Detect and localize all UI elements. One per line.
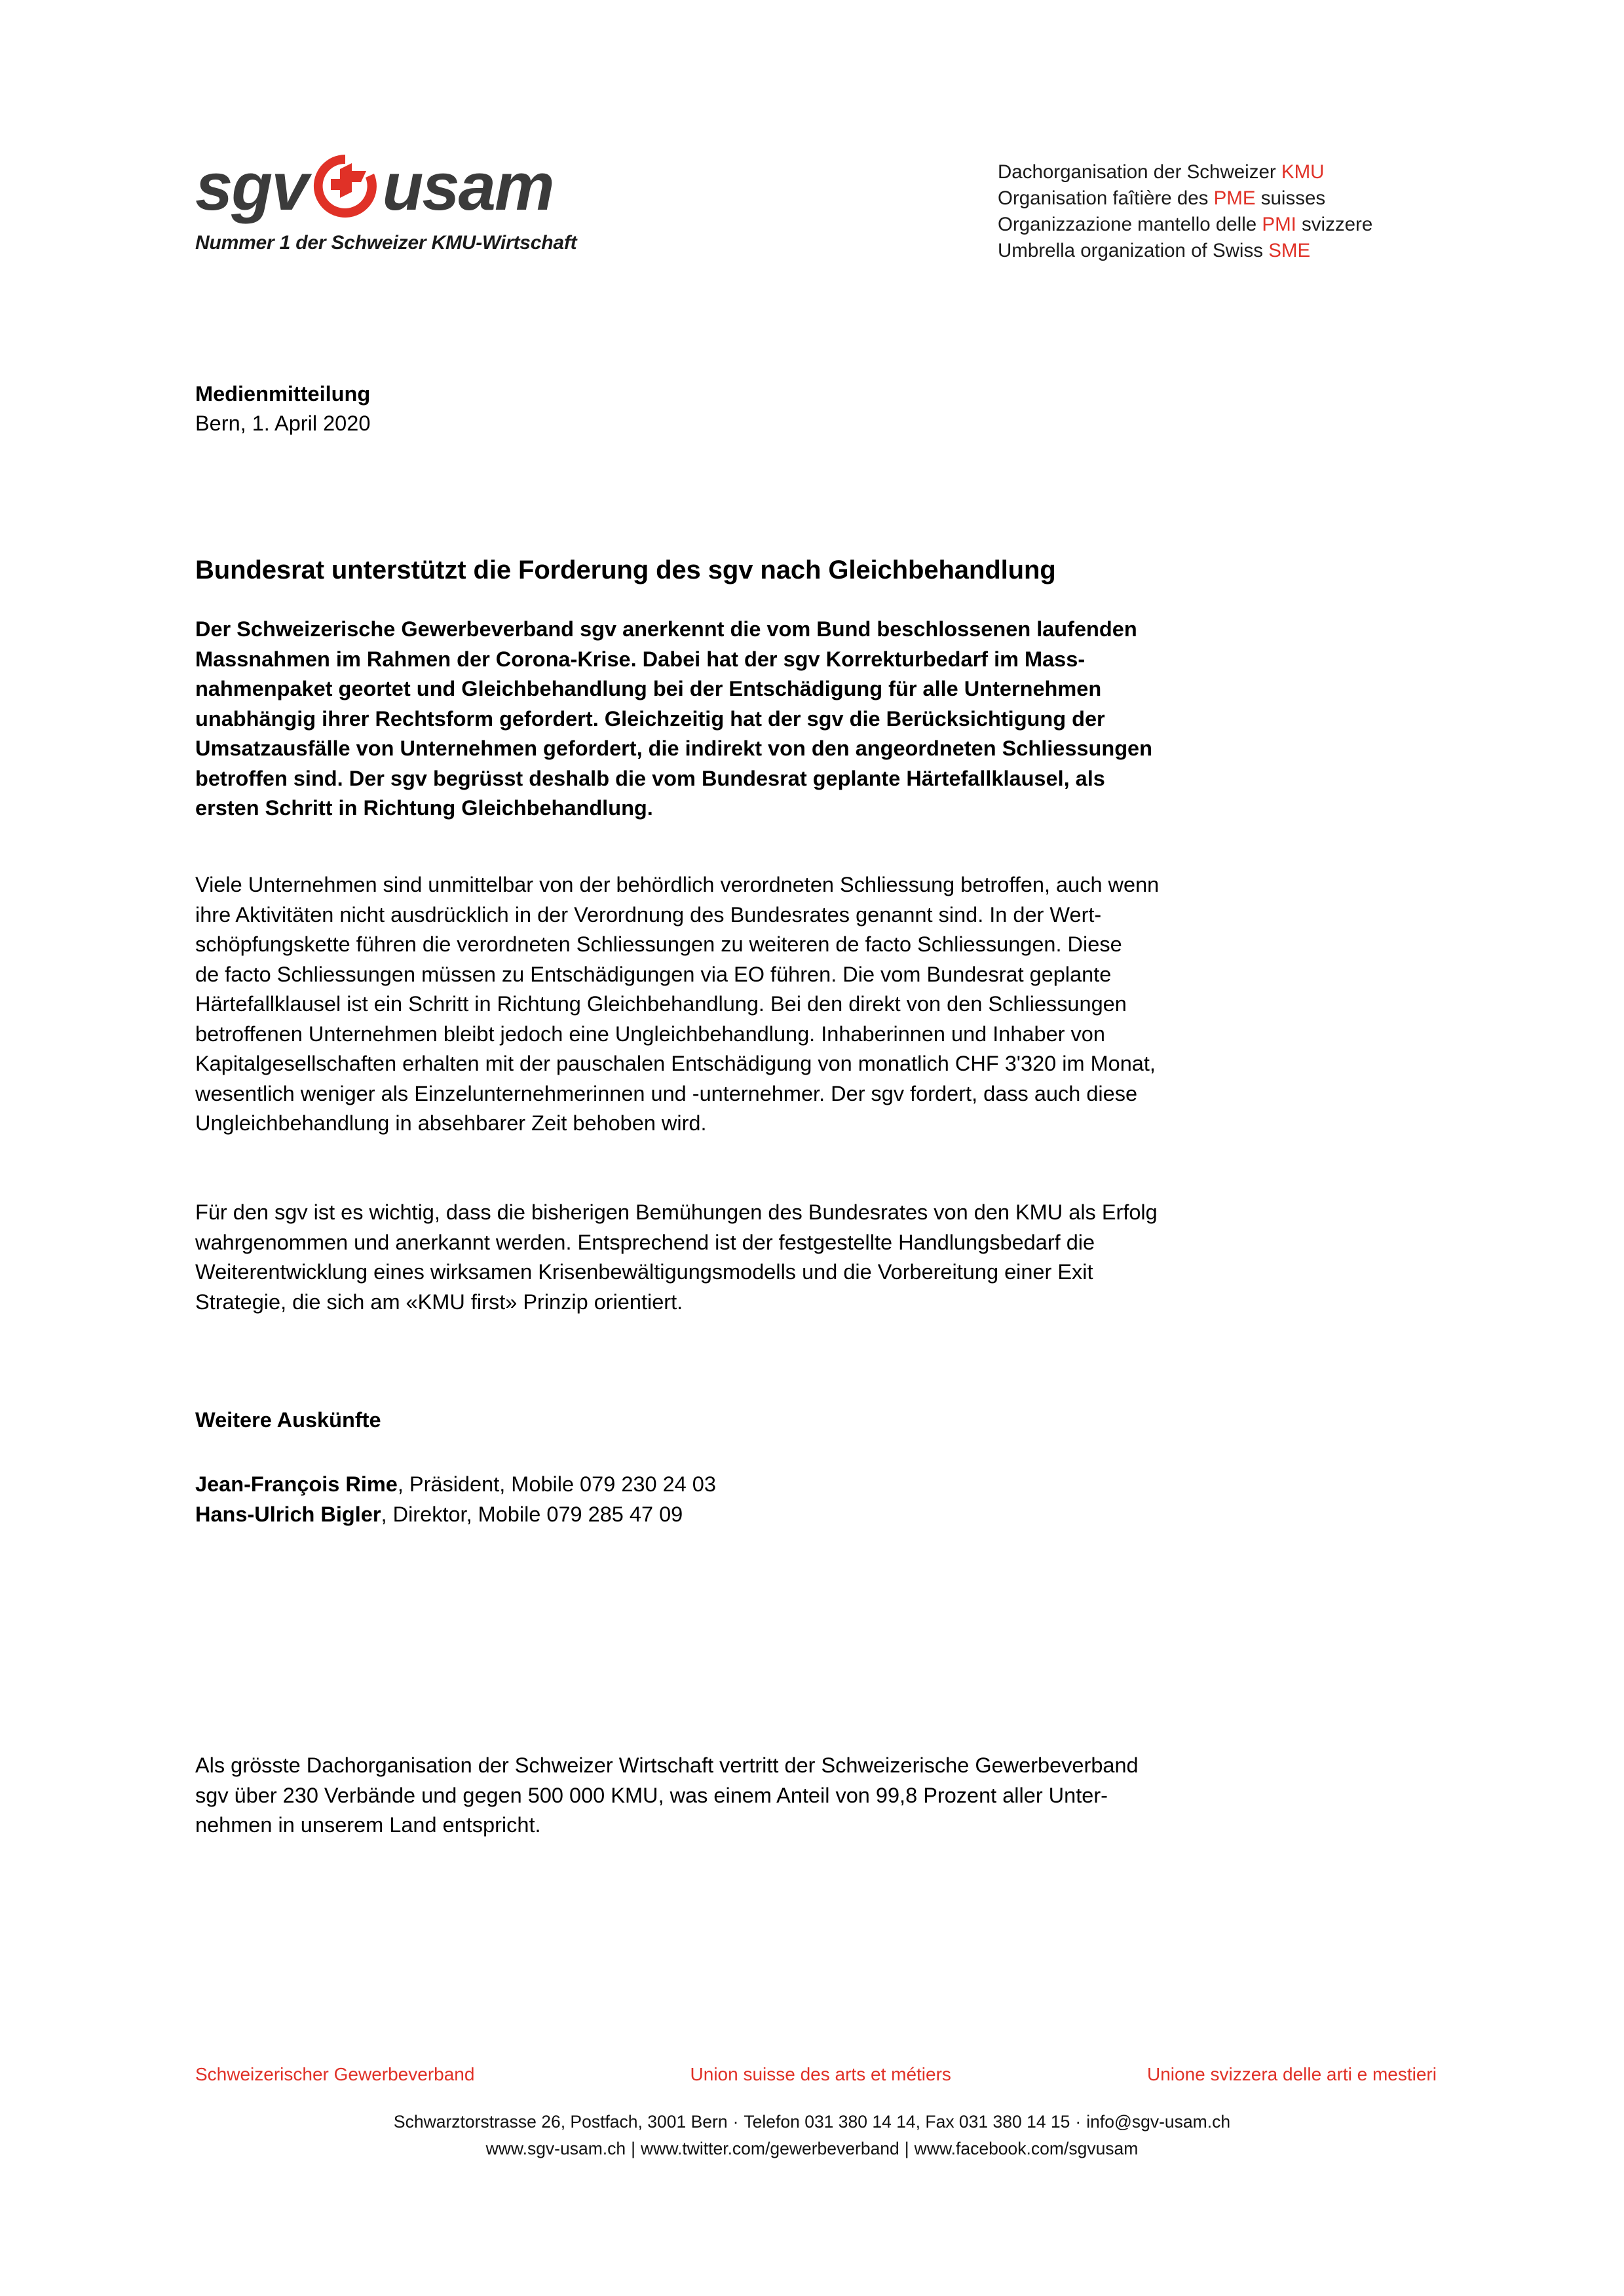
lead-paragraph [195, 615, 1440, 824]
lead-line: unabhängig ihrer Rechtsform gefordert. Gleichzeitig hat der sgv die Berücksichtigung der [195, 706, 1105, 731]
paragraph-line: Für den sgv ist es wichtig, dass die bisherigen Bemühungen des Bundesrates von den KMU als Erfolg [195, 1200, 1158, 1224]
contact-row [195, 1500, 716, 1530]
paragraph-line: Weiterentwicklung eines wirksamen Krisenbewältigungsmodells und die Vorbereitung einer Exit [195, 1260, 1093, 1284]
header-language-list [998, 159, 1372, 264]
footer-facebook-link[interactable]: www.facebook.com/sgvusam [914, 2139, 1139, 2158]
footer-separator: · [1075, 2112, 1082, 2132]
footer-org-fr: Union suisse des arts et métiers [690, 2064, 951, 2084]
header-accent-pme: PME [1213, 187, 1256, 209]
sgv-usam-logo [195, 149, 601, 254]
contacts-heading: Weitere Auskünfte [195, 1408, 381, 1432]
organization-boilerplate [195, 1751, 1443, 1841]
paragraph-line: Strategie, die sich am «KMU first» Prinzip orientiert. [195, 1290, 683, 1314]
footer-website-link[interactable]: www.sgv-usam.ch [485, 2139, 626, 2158]
contact-name: Hans-Ulrich Bigler [195, 1502, 381, 1526]
paragraph-line: wesentlich weniger als Einzelunternehmerinnen und -unternehmer. Der sgv fordert, dass auch diese [195, 1081, 1138, 1105]
footer-separator: · [732, 2112, 739, 2132]
paragraph-line: ihre Aktivitäten nicht ausdrücklich in der Verordnung des Bundesrates genannt sind. In der Wert- [195, 902, 1102, 927]
boilerplate-line: nehmen in unserem Land entspricht. [195, 1813, 541, 1837]
document-type-label: Medienmitteilung [195, 382, 371, 406]
header-language-de: Dachorganisation der Schweizer KMU [998, 161, 1325, 183]
logo-tagline: Nummer 1 der Schweizer KMU-Wirtschaft [195, 232, 577, 254]
footer-organization-names [195, 2064, 1437, 2085]
lead-line: nahmenpaket geortet und Gleichbehandlung bei der Entschädigung für alle Unternehmen [195, 677, 1102, 700]
header-accent-pmi: PMI [1262, 214, 1296, 235]
boilerplate-line: sgv über 230 Verbände und gegen 500 000 KMU, was einem Anteil von 99,8 Prozent aller Unter- [195, 1783, 1108, 1807]
footer-pipe: | [631, 2139, 636, 2158]
lead-line: Massnahmen im Rahmen der Corona-Krise. Dabei hat der sgv Korrekturbedarf im Mass- [195, 647, 1086, 671]
header-language-en: Umbrella organization of Swiss SME [998, 240, 1311, 261]
boilerplate-line: Als grösste Dachorganisation der Schweizer Wirtschaft vertritt der Schweizerische Gewerbeverband [195, 1753, 1139, 1777]
contact-details: , Präsident, Mobile 079 230 24 03 [397, 1472, 716, 1496]
lead-line: Umsatzausfälle von Unternehmen gefordert, die indirekt von den angeordneten Schliessungen [195, 737, 1152, 760]
contact-row [195, 1470, 716, 1500]
paragraph-line: de facto Schliessungen müssen zu Entschädigungen via EO führen. Die vom Bundesrat geplante [195, 962, 1112, 986]
document-header [0, 0, 1624, 308]
paragraph-line: betroffenen Unternehmen bleibt jedoch eine Ungleichbehandlung. Inhaberinnen und Inhaber von [195, 1022, 1105, 1046]
header-accent-sme: SME [1268, 240, 1311, 261]
header-language-it: Organizzazione mantello delle PMI svizzere [998, 214, 1373, 235]
swiss-cross-circle-icon [310, 151, 381, 221]
footer-contact-details [0, 2109, 1624, 2162]
footer-pipe: | [904, 2139, 909, 2158]
footer-street-address: Schwarztorstrasse 26, Postfach, 3001 Bern [393, 2112, 728, 2132]
document-meta [195, 379, 370, 438]
paragraph-line: Viele Unternehmen sind unmittelbar von der behördlich verordneten Schliessung betroffen, auch wenn [195, 873, 1160, 896]
contacts-list [195, 1470, 716, 1529]
body-paragraph-1 [195, 870, 1443, 1139]
header-accent-kmu: KMU [1281, 161, 1325, 183]
lead-line: betroffen sind. Der sgv begrüsst deshalb die vom Bundesrat geplante Härtefallklausel, als [195, 766, 1105, 790]
footer-phone-fax: Telefon 031 380 14 14, Fax 031 380 14 15 [744, 2112, 1070, 2132]
footer-email-link[interactable]: info@sgv-usam.ch [1086, 2112, 1231, 2132]
paragraph-line: Kapitalgesellschaften erhalten mit der pauschalen Entschädigung von monatlich CHF 3'320 im Monat, [195, 1052, 1156, 1075]
paragraph-line: schöpfungskette führen die verordneten Schliessungen zu weiteren de facto Schliessungen. Diese [195, 932, 1122, 956]
lead-line: ersten Schritt in Richtung Gleichbehandlung. [195, 796, 653, 820]
page-title: Bundesrat unterstützt die Forderung des sgv nach Gleichbehandlung [195, 555, 1056, 584]
logo-wordmark [195, 149, 601, 223]
footer-twitter-link[interactable]: www.twitter.com/gewerbeverband [641, 2139, 899, 2158]
paragraph-line: wahrgenommen und anerkannt werden. Entsprechend ist der festgestellte Handlungsbedarf die [195, 1230, 1095, 1254]
place-date-label: Bern, 1. April 2020 [195, 411, 371, 435]
body-paragraph-2 [195, 1198, 1443, 1317]
contact-details: , Direktor, Mobile 079 285 47 09 [381, 1502, 683, 1526]
logo-text-sgv: sgv [195, 148, 308, 224]
footer-links-line [0, 2135, 1624, 2162]
logo-text-usam: usam [382, 148, 554, 224]
footer-org-de: Schweizerischer Gewerbeverband [195, 2064, 475, 2084]
header-language-fr: Organisation faîtière des PME suisses [998, 187, 1326, 209]
lead-line: Der Schweizerische Gewerbeverband sgv anerkennt die vom Bund beschlossenen laufenden [195, 617, 1137, 641]
contact-name: Jean-François Rime [195, 1472, 398, 1496]
paragraph-line: Härtefallklausel ist ein Schritt in Richtung Gleichbehandlung. Bei den direkt von den Schliessungen [195, 992, 1127, 1016]
footer-org-it: Unione svizzera delle arti e mestieri [1147, 2064, 1437, 2084]
footer-address-line [0, 2109, 1624, 2135]
paragraph-line: Ungleichbehandlung in absehbarer Zeit behoben wird. [195, 1111, 707, 1135]
